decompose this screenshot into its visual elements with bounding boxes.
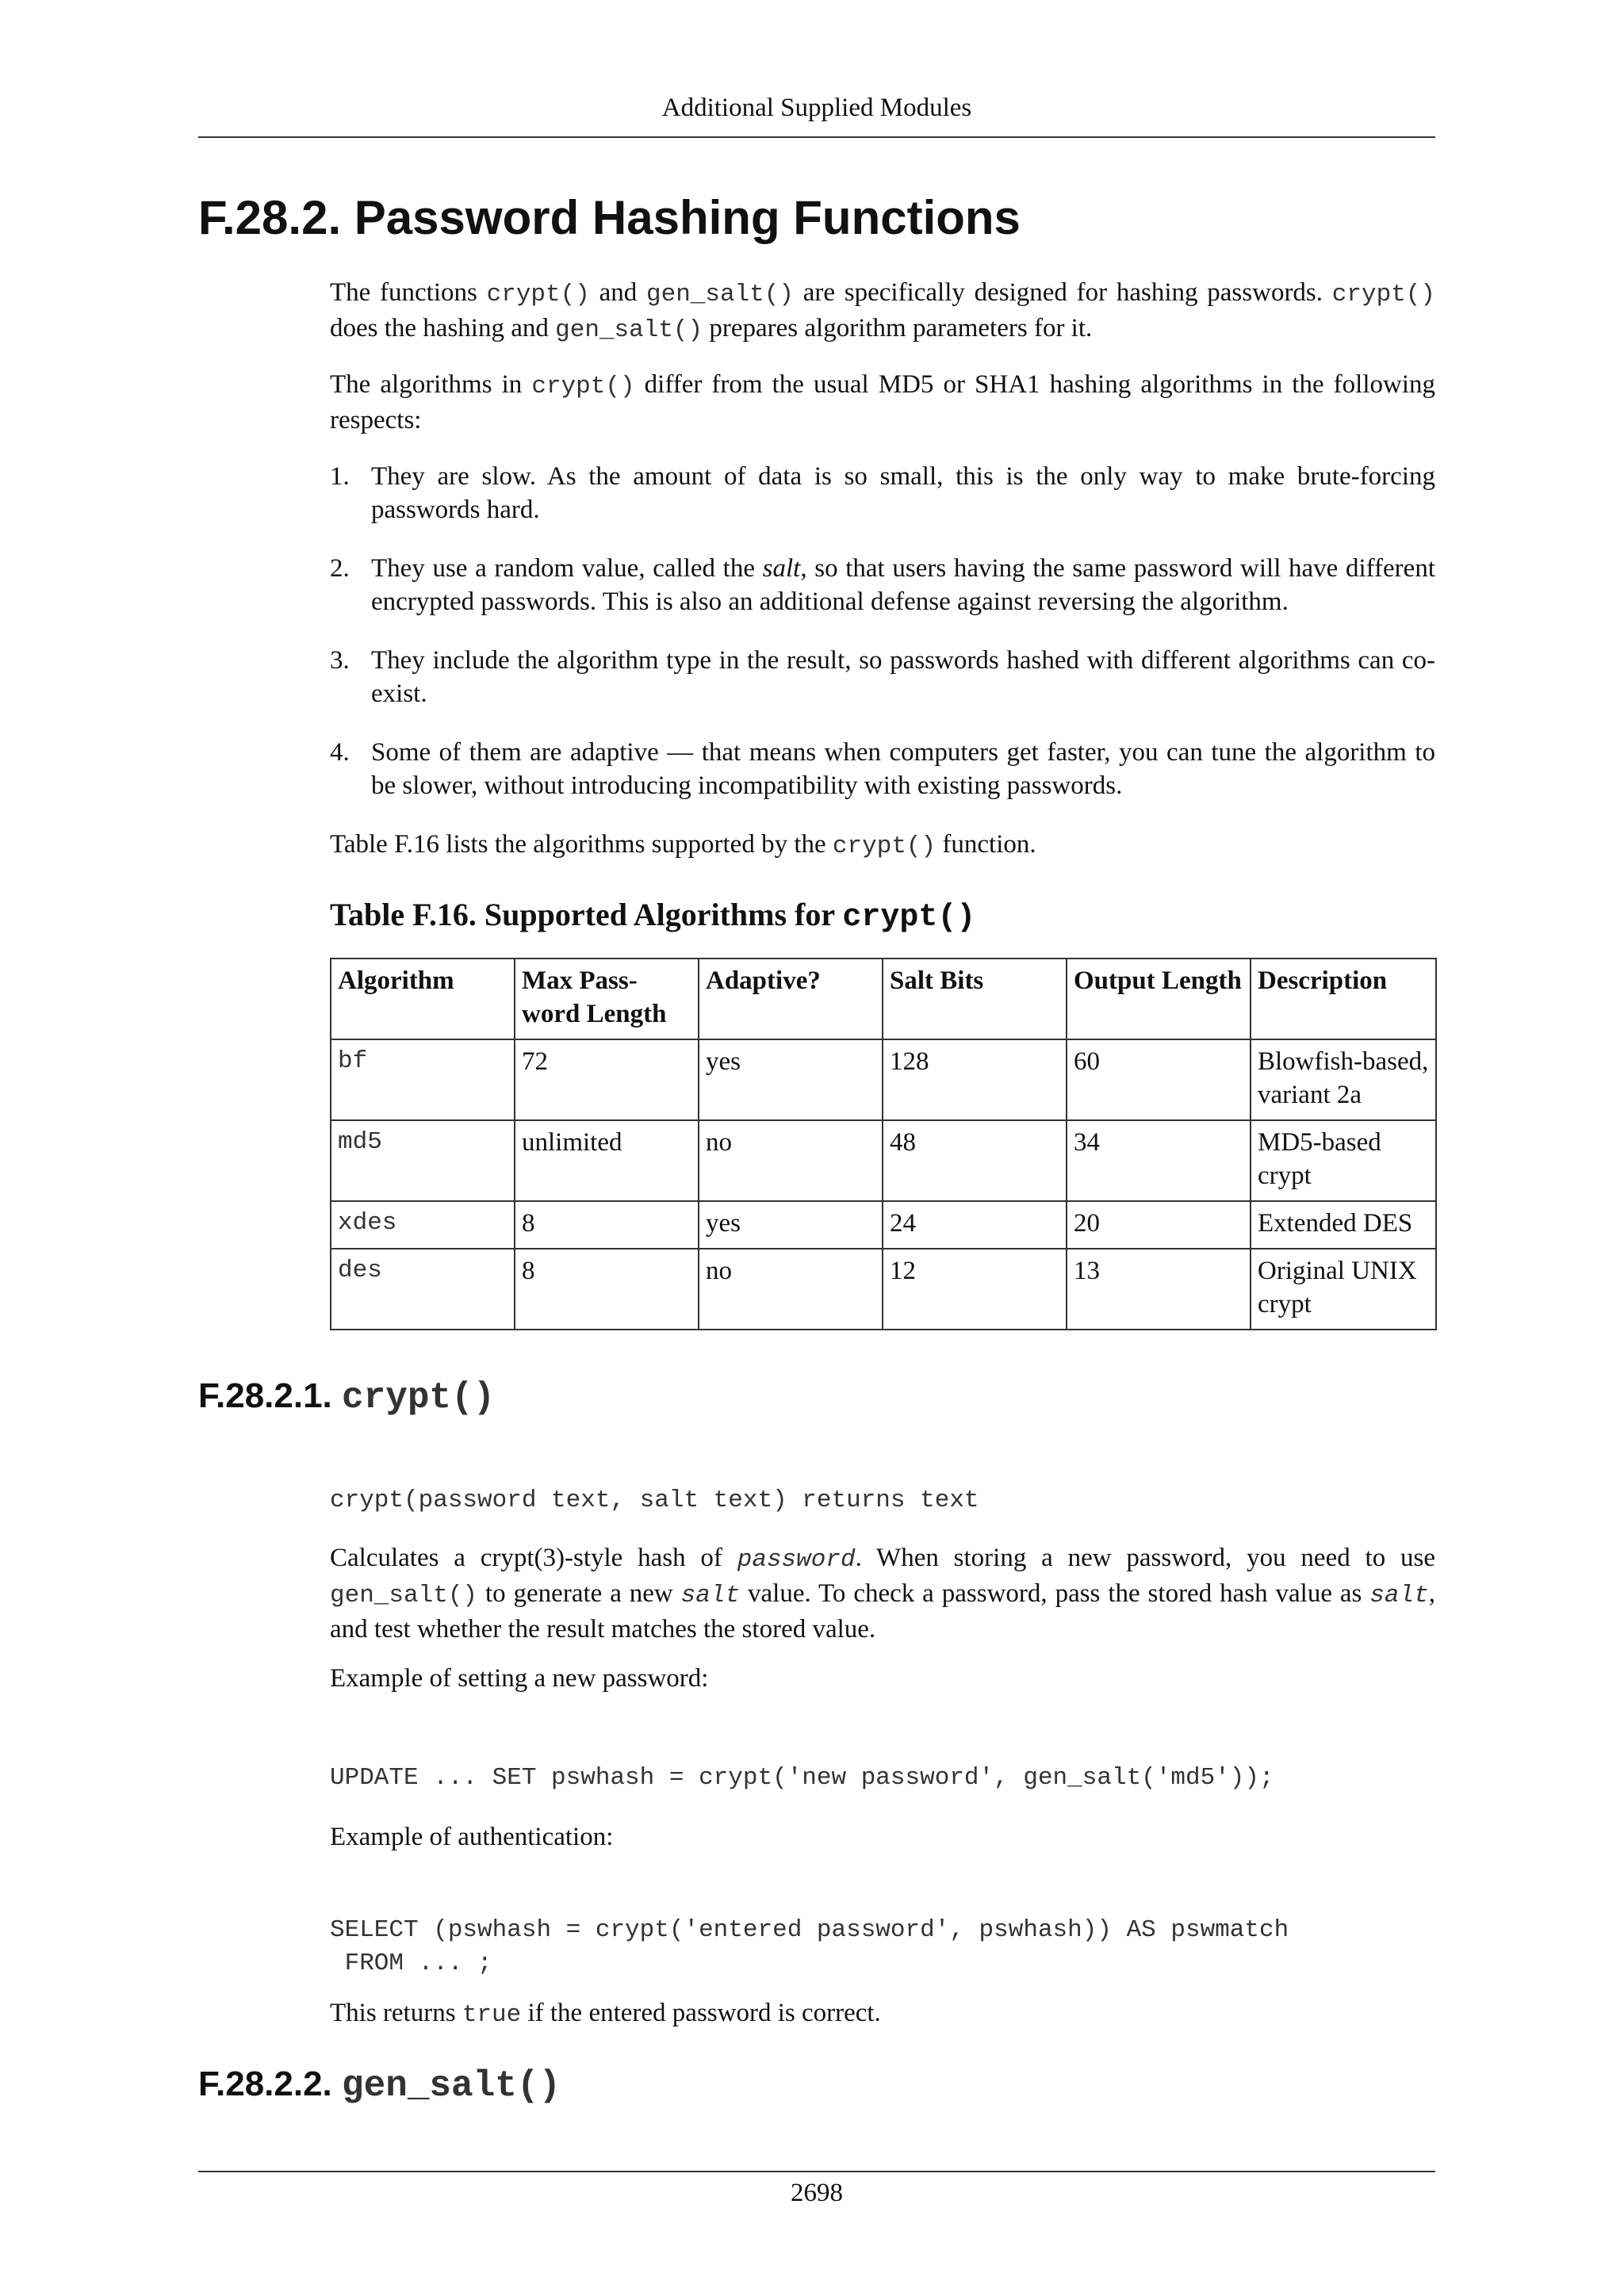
column-header: Adaptive? (699, 959, 883, 1039)
function-signature: crypt(password text, salt text) returns text (330, 1487, 979, 1514)
table-cell: 20 (1067, 1201, 1251, 1249)
code-example-2: SELECT (pswhash = crypt('entered password', pswhash)) AS pswmatch FROM ... ; (330, 1916, 1289, 1977)
table-cell: 60 (1067, 1039, 1251, 1120)
column-header: Algorithm (331, 959, 515, 1039)
table-cell: xdes (331, 1201, 515, 1249)
intro-paragraph-1: The functions crypt() and gen_salt() are specifically designed for hashing passwords. crypt() does the hashing and gen_salt() prepares algorithm parameters for it. (330, 278, 1436, 344)
running-header: Additional Supplied Modules (661, 94, 972, 122)
table-cell: 128 (883, 1039, 1067, 1120)
table-cell: 13 (1067, 1249, 1251, 1330)
table-cell: 34 (1067, 1120, 1251, 1201)
table-caption: Table F.16. Supported Algorithms for crypt() (330, 897, 976, 936)
table-row (331, 1120, 1436, 1201)
page-number: 2698 (791, 2179, 843, 2207)
table-cell: bf (331, 1039, 515, 1120)
table-cell: yes (699, 1039, 883, 1120)
example-1-label: Example of setting a new password: (330, 1664, 709, 1693)
subsection-title-crypt: F.28.2.1. crypt() (198, 1376, 496, 1418)
returns-note: This returns true if the entered password is correct. (330, 1999, 881, 2029)
table-row (331, 1249, 1436, 1330)
table-reference: Table F.16 lists the algorithms supported by the crypt() function. (330, 830, 1036, 860)
table-cell: 12 (883, 1249, 1067, 1330)
column-header: Description (1251, 959, 1436, 1039)
column-header: Output Length (1067, 959, 1251, 1039)
section-title: F.28.2. Password Hashing Functions (198, 191, 1021, 244)
table-header-row (331, 959, 1436, 1039)
table-cell: md5 (331, 1120, 515, 1201)
table-row (331, 1201, 1436, 1249)
algorithms-table (330, 958, 1437, 1330)
table-cell: MD5-based crypt (1251, 1120, 1436, 1201)
table-row (331, 1039, 1436, 1120)
subsection-title-gen-salt: F.28.2.2. gen_salt() (198, 2064, 561, 2107)
table-cell: no (699, 1120, 883, 1201)
table-cell: Original UNIX crypt (1251, 1249, 1436, 1330)
table-cell: 8 (515, 1201, 699, 1249)
table-cell: 48 (883, 1120, 1067, 1201)
intro-paragraph-2: The algorithms in crypt() differ from the usual MD5 or SHA1 hashing algorithms in the following respects: (330, 370, 1435, 434)
table-cell: des (331, 1249, 515, 1330)
table-cell: unlimited (515, 1120, 699, 1201)
example-2-label: Example of authentication: (330, 1823, 614, 1851)
column-header: Salt Bits (883, 959, 1067, 1039)
table-cell: no (699, 1249, 883, 1330)
crypt-description: Calculates a crypt(3)-style hash of password. When storing a new password, you need to use gen_salt() to generate a new salt value. To check a password, pass the stored hash value as salt, and test whether the result matches the stored value. (330, 1544, 1435, 1644)
table-cell: 8 (515, 1249, 699, 1330)
table-cell: Extended DES (1251, 1201, 1436, 1249)
code-example-1: UPDATE ... SET pswhash = crypt('new password', gen_salt('md5')); (330, 1764, 1274, 1792)
table-cell: Blowfish-based, variant 2a (1251, 1039, 1436, 1120)
footer-rule (198, 2171, 1435, 2172)
document-page: Additional Supplied Modules F.28.2. Password Hashing Functions The functions crypt() and gen_salt() are specifically designed for hashing passwords. crypt() does the hashing and gen_salt() prepares algorithm parameters for it. The algorithms in crypt() differ from the usual MD5 or SHA1 hashing algorithms in the following respects: 1. They are slow. As the amount of data is so small, this is the only way to make brute-forcing passwords hard. 2. They use a random value, called the salt, so that users having the same password will have different encrypted passwords. This is also an additional defense against reversing the algorithm. 3. They include the algorithm type in the result, so passwords hashed with different algorithms can co-exist. 4. Some of them are adaptive — that means when computers get faster, you can tune the algorithm to be slower, without introducing incompatibility with existing passwords. Table F.16 lists the algorithms supported by the crypt() function. Table F.16. Supported Algorithms for crypt() Algorithm Max Pass-word Length Adaptive? Salt Bits Output Length Description bf 72 yes 128 60 Blowfish-based, variant 2a md5 unlimited no 48 34 MD5-based crypt xdes 8 yes 24 20 Extended DES des 8 no 12 13 Original UNIX crypt F.28.2.1. crypt() crypt(password text, salt text) returns text Calculates a crypt(3)-style hash of password. When storing a new password, you need to use gen_salt() to generate a new salt value. To check a password, pass the stored hash value as salt, and test whether the result matches the stored value. Example of setting a new password: UPDATE ... SET pswhash = crypt('new password', gen_salt('md5')); Example of authentication: SELECT (pswhash = crypt('entered password', pswhash)) AS pswmatch FROM ... ; This returns true if the entered password is correct. F.28.2.2. gen_salt() 2698 (198, 94, 1436, 2207)
table-cell: yes (699, 1201, 883, 1249)
table-cell: 24 (883, 1201, 1067, 1249)
table-cell: 72 (515, 1039, 699, 1120)
column-header: Max Pass-word Length (515, 959, 699, 1039)
header-rule (198, 136, 1435, 138)
